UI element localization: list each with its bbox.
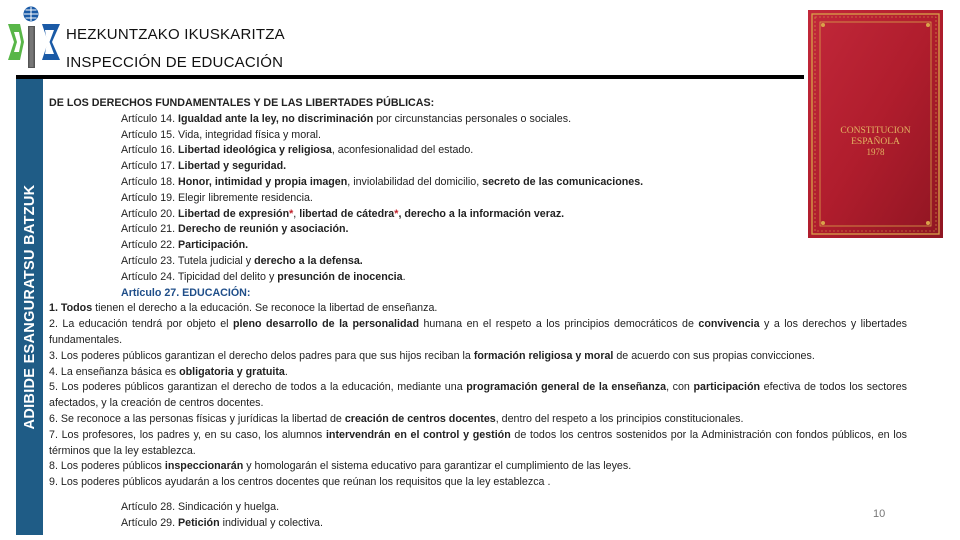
paragraph-4: 4. La enseñanza básica es obligatoria y gratuita. [49,365,288,378]
article-16: Artículo 16. Libertad ideológica y religiosa, aconfesionalidad del estado. [121,144,474,157]
article-14: Artículo 14. Igualdad ante la ley, no discriminación por circunstancias personales o sociales. [121,112,572,125]
article-24: Artículo 24. Tipicidad del delito y presunción de inocencia. [121,270,406,283]
article-15: Artículo 15. Vida, integridad física y moral. [121,128,321,141]
book-title-line2: ESPAÑOLA [851,137,900,147]
paragraph-6: 6. Se reconoce a las personas físicas y jurídicas la libertad de creación de centros docentes, dentro del respeto a los principios constitucionales. [49,412,744,425]
paragraph-8: 8. Los poderes públicos inspeccionarán y homologarán el sistema educativo para garantizar el cumplimiento de las leyes. [49,460,632,473]
article-18: Artículo 18. Honor, intimidad y propia imagen, inviolabilidad del domicilio, secreto de las comunicaciones. [121,175,644,188]
article-17: Artículo 17. Libertad y seguridad. [121,160,287,173]
page-number: 10 [873,508,886,520]
paragraph-7: 7. Los profesores, los padres y, en su caso, los alumnos intervendrán en el control y gestión de todos los centros sostenidos por la Administración con fondos públicos, en los términos que la ley establezca. [49,428,907,457]
paragraph-1: 1. Todos tienen el derecho a la educación. Se reconoce la libertad de enseñanza. [49,302,438,315]
article-21: Artículo 21. Derecho de reunión y asociación. [121,223,349,236]
org-name-spanish: INSPECCIÓN DE EDUCACIÓN [66,54,284,71]
article-list [49,96,907,532]
paragraph-9: 9. Los poderes públicos ayudarán a los centros docentes que reúnan los requisitos que la ley establezca . [49,476,551,489]
org-name-basque: HEZKUNTZAKO IKUSKARITZA [66,26,285,43]
article-27-heading: Artículo 27. EDUCACIÓN: [121,286,251,299]
header-divider [16,75,804,79]
inspeccion-educacion-logo-icon [4,4,66,74]
article-22: Artículo 22. Participación. [121,239,249,252]
side-banner-label: ADIBIDE ESANGURATSU BATZUK [22,184,38,430]
book-title-line1: CONSTITUCION [840,126,911,136]
article-23: Artículo 23. Tutela judicial y derecho a la defensa. [121,254,363,267]
paragraph-3: 3. Los poderes públicos garantizan el derecho delos padres para que sus hijos reciban la formación religiosa y moral de acuerdo con sus propias convicciones. [49,349,815,362]
section-heading: DE LOS DERECHOS FUNDAMENTALES Y DE LAS LIBERTADES PÚBLICAS: [49,97,435,109]
article-20: Artículo 20. Libertad de expresión*, libertad de cátedra*, derecho a la información veraz. [121,207,565,220]
article-28: Artículo 28. Sindicación y huelga. [121,500,280,513]
paragraph-5: 5. Los poderes públicos garantizan el derecho de todos a la educación, mediante una programación general de la enseñanza, con participación efectiva de todos los sectores afectados, y la creación de centros docentes. [49,381,908,410]
book-year: 1978 [866,147,885,157]
paragraph-2: 2. La educación tendrá por objeto el pleno desarrollo de la personalidad humana en el respeto a los principios democráticos de convivencia y a los derechos y libertades fundamentales. [49,318,908,346]
article-19: Artículo 19. Elegir libremente residencia. [121,191,313,204]
article-29: Artículo 29. Petición individual y colectiva. [121,516,323,529]
